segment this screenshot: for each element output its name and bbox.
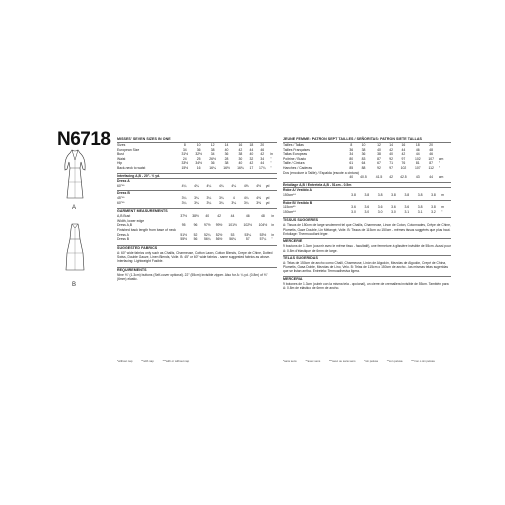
cell-value: 3.2 (431, 209, 436, 214)
cell-value: 57¼ (259, 237, 267, 242)
cell-value: 48 (429, 147, 434, 152)
cell-value: 4⅜ (243, 183, 249, 188)
cell-value: 102 (400, 165, 407, 170)
cell-value: 40 (249, 152, 254, 157)
cell-value: 92 (377, 165, 381, 170)
view-label-b: B (72, 282, 77, 288)
row-label: Width, lower edge (117, 218, 145, 223)
unit-label: yd (265, 183, 270, 188)
cell-value: 40 (377, 147, 381, 152)
cell-value: 3.8 (431, 205, 436, 210)
cell-value: 42 (389, 147, 394, 152)
cell-value: 8 (350, 143, 353, 147)
cell-value: 88 (361, 165, 366, 170)
interfacing-header: Interfacing A,B - 20"- ½ yd. (117, 173, 161, 178)
french-spanish-column (283, 137, 451, 290)
tissus-suggeres-text: A: Tissus de 150cm de large seulement tel que Challis, Charmeuse, Linon de Coton, Cotonnades, Crêpe de Chine, Plumetis, Gaze Double, Lin Mélangé, Voile. B: Tissus de 115cm ou 150cm - mêmes tissus suggérés que plus haut. Entoilage: Thermocollant léger. (283, 223, 451, 236)
size-row (283, 175, 451, 180)
english-column (117, 137, 277, 281)
cell-value: 37½ (180, 214, 187, 219)
cell-value: 40 (238, 161, 243, 166)
sizes-header-fr-es: JEUNE FEMME: PATRON SEPT TAILLES / SEÑORITAS: PATRON SIETE TALLAS (283, 137, 422, 141)
unit-label: " (438, 165, 441, 170)
cell-value: 44 (415, 152, 420, 157)
dress-a-header: Dress A (117, 179, 130, 184)
unit-label: " (270, 161, 272, 166)
size-row (117, 166, 277, 171)
cell-value: 67 (377, 161, 381, 166)
cell-value: 38 (238, 152, 243, 157)
cell-value: 3.8 (364, 192, 370, 197)
cell-value: 3.6 (404, 205, 410, 210)
footnote: *without nap (117, 359, 133, 363)
cell-value: 112 (428, 165, 434, 170)
cell-value: 42 (260, 152, 265, 157)
cell-value: 3.0 (391, 209, 396, 214)
cell-value: 36 (349, 147, 354, 152)
cell-value: 52½ (215, 232, 223, 237)
cell-value: 40.5 (360, 175, 367, 180)
cell-value: 52¼ (203, 232, 211, 237)
cell-value: 3¼ (181, 195, 187, 200)
cell-value: 83 (361, 156, 366, 161)
cell-value: 101½ (228, 223, 237, 228)
cell-value: 8 (183, 143, 186, 147)
cell-value: 3¼ (206, 195, 212, 200)
cell-value: 3.0 (377, 209, 383, 214)
row-label: Waist (117, 156, 126, 161)
cell-value: 102 (414, 156, 421, 161)
cell-value: 53¼ (244, 232, 252, 237)
cell-value: 33½ (181, 161, 189, 166)
cell-value: 3⅜ (256, 200, 261, 205)
fr-es-footnotes (283, 359, 443, 363)
cell-value: 44 (260, 161, 265, 166)
cell-value: 55½ (180, 237, 187, 242)
unit-label: cm (438, 156, 444, 161)
cell-value: 38 (224, 161, 229, 166)
sizes-table (117, 143, 277, 171)
view-label-a: A (72, 205, 77, 211)
requirements-header: REQUIREMENTS (117, 267, 147, 272)
cell-value: 51½ (180, 232, 187, 237)
cell-value: 48 (261, 214, 265, 219)
cell-value: 4¼ (181, 183, 187, 188)
cell-value: 36 (196, 147, 201, 152)
garment-measurements-table (117, 214, 277, 242)
cell-value: 40 (349, 175, 354, 180)
cell-value: 56¾ (229, 237, 236, 242)
cell-value: 104½ (258, 223, 268, 228)
cell-value: 97½ (203, 223, 211, 228)
cell-value: 3¼ (194, 200, 199, 205)
unit-label: in (271, 214, 275, 219)
cell-value: 4¼ (243, 195, 249, 200)
cell-value: 92 (389, 156, 394, 161)
cell-value: 3.6 (351, 205, 356, 210)
cell-value: 57 (245, 237, 250, 242)
sizes-header: MISSES' SEVEN SIZES IN ONE (117, 137, 171, 141)
cell-value: 34 (260, 156, 265, 161)
row-label: Taille / Cintura (283, 161, 305, 166)
cell-value: 40 (389, 152, 394, 157)
cell-value: 53 (230, 232, 235, 237)
dress-b-sketch (64, 223, 86, 273)
cell-value: 53½ (259, 232, 267, 237)
row-label: Sizes (117, 143, 126, 147)
cell-value: 4¼ (206, 183, 212, 188)
sizes-table-fr-es (283, 143, 451, 180)
telas-sugeridas-text: A: Telas de 150cm de ancho como Challi, Charmeuse, Linón de Algodón, Mezclas de Algodón, Crepé de China, Plumetis, Gasa Doble, Mezclas de Lino, Velo. B: Telas de 115cm o 150cm de ancho - las mismas telas sugeridas que se listan arriba. Entretela: Termoadhesiva ligera. (283, 260, 448, 274)
cell-value: 38 (377, 152, 381, 157)
row-label: Dress B (117, 237, 130, 242)
row-label: European Size (117, 147, 140, 152)
cell-value: 97 (401, 156, 406, 161)
cell-value: 4¼ (194, 183, 199, 188)
dress-a-sketch (62, 148, 88, 202)
cell-value: 3.1 (404, 209, 410, 214)
footnote: **avec sens (305, 359, 321, 363)
dress-b-yardage (117, 196, 277, 205)
cell-value: 3.8 (431, 192, 436, 197)
cell-value: 3.8 (417, 205, 423, 210)
cell-value: 3.0 (364, 209, 370, 214)
cell-value: 97 (389, 165, 394, 170)
cell-value: 46 (415, 147, 420, 152)
cell-value: 71 (389, 161, 394, 166)
requirements-text: Nine ⅜" (1.3cm) buttons (Self-cover optional). 22" (55cm) invisible zipper. Also for A: ¼ yd. (0.8m) of ⅜" (6mm) elastic. (117, 272, 268, 281)
footnote: **con pelusa (386, 359, 403, 363)
cell-value: 28 (224, 156, 229, 161)
row-label: Bust (117, 152, 124, 157)
cell-value: 56¼ (203, 237, 211, 242)
cell-value: 3.8 (351, 192, 356, 197)
robe-a-header: Robe A/ Vestido A (283, 188, 312, 193)
cell-value: 3.8 (417, 192, 423, 197)
cell-value: 43 (415, 175, 420, 180)
cell-value: 3¼ (206, 200, 212, 205)
cell-value: 40 (205, 214, 210, 219)
cell-value: 52 (193, 232, 198, 237)
cell-value: 36 (361, 152, 366, 157)
cell-value: 17 (249, 165, 254, 170)
row-label: Tailles Françaises (283, 147, 310, 152)
cell-value: 24 (182, 156, 187, 161)
cell-value: 81 (415, 161, 420, 166)
cell-value: 4¼ (218, 183, 224, 188)
unit-label: " (441, 209, 443, 214)
cell-value: 42 (217, 214, 221, 219)
yardage-row (117, 184, 277, 189)
unit-label: " (270, 156, 272, 161)
row-label: Tailles / Tallas (283, 143, 304, 147)
cell-value: 4 (232, 195, 235, 200)
cell-value: 38½ (192, 214, 199, 219)
row-label: 60"** (117, 183, 125, 188)
cell-value: 3.6 (391, 205, 396, 210)
robe-b-metrage (283, 205, 451, 214)
unit-label: m (441, 192, 444, 197)
cell-value: 42 (389, 175, 394, 180)
cell-value: 20 (260, 143, 265, 147)
cell-value: 46 (245, 214, 250, 219)
measurement-row (117, 237, 277, 242)
cell-value: 40 (224, 147, 229, 152)
cell-value: 3.1 (417, 209, 423, 214)
cell-value: 36 (224, 152, 229, 157)
tissus-suggeres-header: TISSUS SUGGERES (283, 218, 319, 223)
cell-value: 10 (361, 143, 366, 147)
row-label (283, 175, 347, 180)
unit-label: m (441, 205, 444, 210)
row-label: 45"** (117, 195, 125, 200)
unit-label: in (270, 152, 273, 157)
cell-value: 3.0 (351, 209, 356, 214)
yardage-row (283, 210, 451, 215)
interfacing-header-fr-es: Entoilage A,B / Entretela A,B - 51cm - 0.5m (283, 182, 352, 187)
garment-measurements-header: GARMENT MEASUREMENTS (117, 209, 168, 214)
cell-value: 42 (249, 161, 254, 166)
cell-value: 17¼ (259, 165, 266, 170)
row-label: Hip (117, 161, 123, 166)
cell-value: 34 (210, 152, 215, 157)
cell-value: 20 (429, 143, 434, 147)
footnote: ***avec ou sans sens (329, 359, 356, 363)
unit-label: yd (265, 200, 270, 205)
dress-b-header: Dress B (117, 191, 130, 196)
cell-value: 3¼ (194, 195, 199, 200)
cell-value: 34 (349, 152, 354, 157)
cell-value: 14 (389, 143, 394, 147)
cell-value: 44 (249, 147, 254, 152)
footnote: ***with or without nap (162, 359, 190, 363)
cell-value: 42 (401, 152, 406, 157)
cell-value: 14 (224, 143, 229, 147)
footnote: *sin pelusa (364, 359, 378, 363)
cell-value: 38 (361, 147, 366, 152)
english-footnotes (117, 359, 197, 363)
mercerie-header: MERCERIE (283, 239, 303, 244)
cell-value: 56½ (215, 237, 223, 242)
cell-value: 3.6 (364, 205, 370, 210)
cell-value: 61 (349, 161, 354, 166)
cell-value: 15½ (181, 165, 189, 170)
merceria-text: 9 botones de 1.3cm (cubrir con la misma tela - opcional), un cierre de cremallera invisible de 55cm. También para A: 0.8m de elástico de 6mm de ancho. (283, 281, 449, 290)
row-label: 115cm** (283, 205, 296, 210)
cell-value: 31½ (181, 152, 189, 157)
cell-value: 44 (230, 214, 235, 219)
unit-label: cm (438, 175, 444, 180)
cell-value: 30 (238, 156, 243, 161)
row-label: Tallas Europeas (283, 152, 308, 157)
row-label: Hanches / Caderas (283, 165, 313, 170)
cell-value: 18 (249, 143, 254, 147)
cell-value: 3.8 (404, 192, 410, 197)
dress-a-yardage (117, 184, 277, 189)
cell-value: 25 (196, 156, 201, 161)
robe-a-metrage (283, 193, 451, 198)
cell-value: 96 (193, 223, 198, 228)
cell-value: 64 (361, 161, 366, 166)
pattern-number: N6718 (57, 129, 111, 150)
mercerie-text: 9 boutons de 1.3cm (couvrir avec le même tissu - facultatif), une fermeture à glissière invisible de 55cm. Aussi pour A: 0.8m d'élastique de 6mm de large. (283, 244, 451, 253)
cell-value: 85 (349, 165, 354, 170)
cell-value: 26½ (209, 156, 216, 161)
cell-value: 87 (429, 161, 434, 166)
cell-value: 3¼ (231, 200, 237, 205)
cell-value: 34½ (195, 161, 202, 166)
yardage-row (117, 201, 277, 206)
cell-value: 16 (401, 143, 406, 147)
cell-value: 3¼ (243, 200, 249, 205)
cell-value: 46 (429, 152, 434, 157)
cell-value: 76 (401, 161, 406, 166)
row-label: 60"** (117, 200, 125, 205)
row-label: Poitrine / Busto (283, 156, 306, 161)
cell-value: 36 (210, 161, 215, 166)
cell-value: 3¼ (181, 200, 187, 205)
cell-value: 18 (415, 143, 420, 147)
cell-value: 3.6 (377, 205, 383, 210)
robe-b-header: Robe B/ Vestido B (283, 200, 313, 205)
cell-value: 3¼ (218, 195, 224, 200)
cell-value: 12 (377, 143, 381, 147)
cell-value: 44 (429, 175, 434, 180)
row-label: Finished back length from base of neck (117, 227, 176, 232)
row-label: A,B Bust (117, 214, 131, 219)
cell-value: 4¼ (231, 183, 237, 188)
cell-value: 87 (377, 156, 381, 161)
cell-value: 46 (260, 147, 265, 152)
cell-value: 95 (181, 223, 186, 228)
row-label: Dress A (117, 232, 129, 237)
cell-value: 4½ (256, 183, 261, 188)
cell-value: 16¾ (237, 165, 244, 170)
cell-value: 80 (349, 156, 354, 161)
unit-label: in (271, 232, 275, 237)
suggested-fabrics-header: SUGGESTED FABRICS (117, 245, 158, 250)
row-label: Dress A,B (117, 223, 133, 228)
row-label: Dos (encolure à Taille) / Espalda (escote a cintura) (283, 170, 359, 175)
yardage-row (283, 193, 451, 198)
cell-value: 12 (210, 143, 215, 147)
cell-value: 16 (238, 143, 243, 147)
row-label: 150cm** (283, 209, 296, 214)
cell-value: 3.8 (377, 192, 383, 197)
cell-value: 4⅜ (256, 195, 261, 200)
cell-value: 32 (249, 156, 254, 161)
cell-value: 99½ (215, 223, 223, 228)
cell-value: 38 (210, 147, 215, 152)
cell-value: 107 (428, 156, 434, 161)
telas-sugeridas-header: TELAS SUGERIDAS (283, 255, 318, 260)
cell-value: 44 (401, 147, 406, 152)
unit-label: " (438, 161, 441, 166)
footnote: *sans sens (283, 359, 297, 363)
unit-label: in (271, 223, 275, 228)
unit-label: " (270, 165, 272, 170)
row-label: Back-neck to waist (117, 165, 146, 170)
cell-value: 16½ (223, 165, 230, 170)
footnote: **with nap (141, 359, 154, 363)
merceria-header: MERCERIA (283, 276, 303, 281)
unit-label: " (271, 237, 273, 242)
cell-value: 102½ (243, 223, 252, 228)
unit-label: yd (265, 195, 270, 200)
cell-value: 34 (182, 147, 187, 152)
row-label: 150cm** (283, 192, 296, 197)
cell-value: 16 (196, 165, 201, 170)
cell-value: 3.8 (391, 192, 396, 197)
cell-value: 41.5 (375, 175, 383, 180)
cell-value: 56 (193, 237, 198, 242)
cell-value: 3¼ (218, 200, 224, 205)
cell-value: 42 (238, 147, 243, 152)
cell-value: 10 (196, 143, 201, 147)
footnote: ***con o sin pelusa (411, 359, 435, 363)
cell-value: 107 (414, 165, 421, 170)
cell-value: 16¼ (209, 165, 216, 170)
suggested-fabrics-text: A: 60" wide fabrics only such as Challis, Charmeuse, Cotton Lawn, Cotton Blends, Crepe de Chine, Dotted Swiss, Double Gauze, Linen Blends, Voile. B: 45" or 60" wide fabrics - same suggested fabrics as above. Interfacing: Lightweight Fusible. (117, 250, 273, 264)
cell-value: 42.5 (400, 175, 407, 180)
cell-value: 32½ (195, 152, 202, 157)
